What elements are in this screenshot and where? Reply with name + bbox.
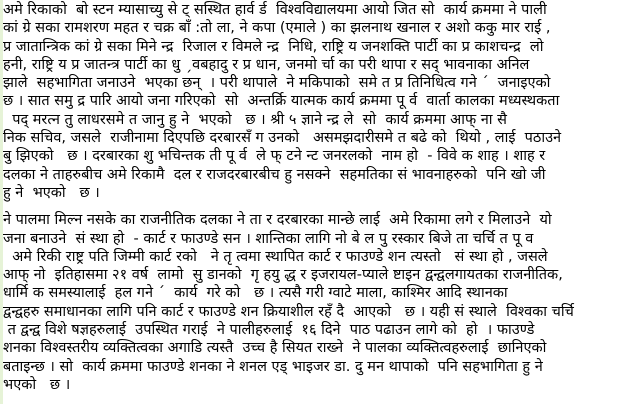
- text-line: अमे रिकी राष्ट्र पति जिम्मी कार्ट रको ने तृ त्वमा स्थापित कार्ट र फाउण्डे शन त्यस्तो सं स्था हो , जसले: [3, 248, 548, 265]
- text-line: छ । सात समु द्र पारि आयो जना गरिएको सो अन्तर्क्रि यात्मक कार्य क्रममा पू र्व वार्ता कालका मध्यस्थकता: [3, 93, 560, 110]
- text-line: अमे रिकाको बो स्टन म्यासाच्यु से ट् सस्थित हार्व र्ड विश्वविद्यालयमा आयो जित सो कार्य क्रममा ने पाली: [3, 2, 547, 18]
- paragraph-1: [3, 1, 618, 202]
- text-line: आफ् नो इतिहासमा २१ वर्ष लामो सु डानको गृ हयु द्ध र इजरायल-प्याले ष्टाइन द्वन्द्वलगायतका राजनीतिक,: [3, 267, 563, 284]
- text-line: त द्वन्द्व विशे षज्ञहरुलाई उपस्थित गराई ने पालीहरुलाई १६ दिने पाठ पढाउन लागे को हो । फाउण्डे: [3, 322, 535, 339]
- text-line: प्र जातान्त्रिक कां ग्रे सका मिने न्द्र रिजाल र विमले न्द्र निधि, राष्ट्रि य जनशक्ति पार्टी का प्र काशचन्द्र लो: [3, 38, 544, 55]
- text-line: दलका ने ताहरुबीच अमे रिकामै दल र राजदरबारबीच हु नसक्ने सहमतिका सं भावनाहरुको पनि खो जी: [3, 166, 546, 183]
- text-line: कां ग्रे सका रामशरण महत र चक्र बाँ :तो ला, ने कपा (एमाले ) का झलनाथ खनाल र अशो ककु मार राई ,: [3, 20, 551, 37]
- text-line: ने पालमा मिल्न नसके का राजनीतिक दलका ने ता र दरबारका मान्छे लाई अमे रिकामा लगे र मिलाउने यो: [3, 212, 552, 229]
- text-line: द्वन्द्वहरु समाधानका लागि पनि कार्ट र फाउण्डे शन क्रियाशील रहँ दै आएको छ । यही सं स्थाले विश्वका चर्चि: [3, 303, 574, 320]
- text-line: हु ने भएको छ ।: [3, 184, 100, 201]
- text-line: धार्मि क समस्यालाई हल गने ˊ कार्य गरे को छ । त्यसै गरी ग्वाटे माला, काश्मिर आदि स्थानका: [3, 285, 508, 302]
- text-line: जना बनाउने सं स्था हो - कार्ट र फाउण्डे सन । शान्तिका लागि नो बे ल पु रस्कार बिजे ता चर्चि त पू व: [3, 230, 534, 247]
- paragraph-2: [3, 211, 618, 394]
- text-line: बु झिएको छ । दरबारका शु भचिन्तक ती पू र्व ले फ् टने न्ट जनरलको नाम हो - विवे क शाह । शाह र: [3, 148, 546, 165]
- text-line: पद् मरत्न तु लाधरसमे त जानु हु ने भएको छ । श्री ५ ज्ञाने न्द्र ले सो कार्य क्रममा आफ् ना सै: [3, 111, 507, 128]
- text-line: शनका विश्वस्तरीय व्यक्तित्वका अगाडि त्यस्तै उच्च है सियत राख्ने ने पालका व्यक्तित्वहरुलाई छानिएको: [3, 340, 547, 357]
- text-line: बताइन्छ । सो कार्य क्रममा फाउण्डे शनका ने शनल एड् भाइजर डा. दु मन थापाको पनि सहभागिता हु ने: [3, 358, 543, 375]
- text-line: झाले सहभागिता जनाउने भएका छन् । परी थापाले ने मकिपाको समे त प्र तिनिधित्व गने ˊ जनाइएको: [3, 75, 551, 92]
- text-line: निक सचिव, जसले राजीनामा दिएपछि दरबारसँ ग उनको असमझदारीसमे त बढे को थियो , लाई पठाउने: [3, 130, 562, 147]
- document-page: [3, 1, 618, 394]
- text-line: हनी, राष्ट्रि य प्र जातन्त्र पार्टी का धु ˏवबहादु र प्र धान, जनमो र्चा का परी थापा र सद् भावनाका अनिल: [3, 56, 530, 73]
- text-line: भएको छ ।: [3, 376, 71, 393]
